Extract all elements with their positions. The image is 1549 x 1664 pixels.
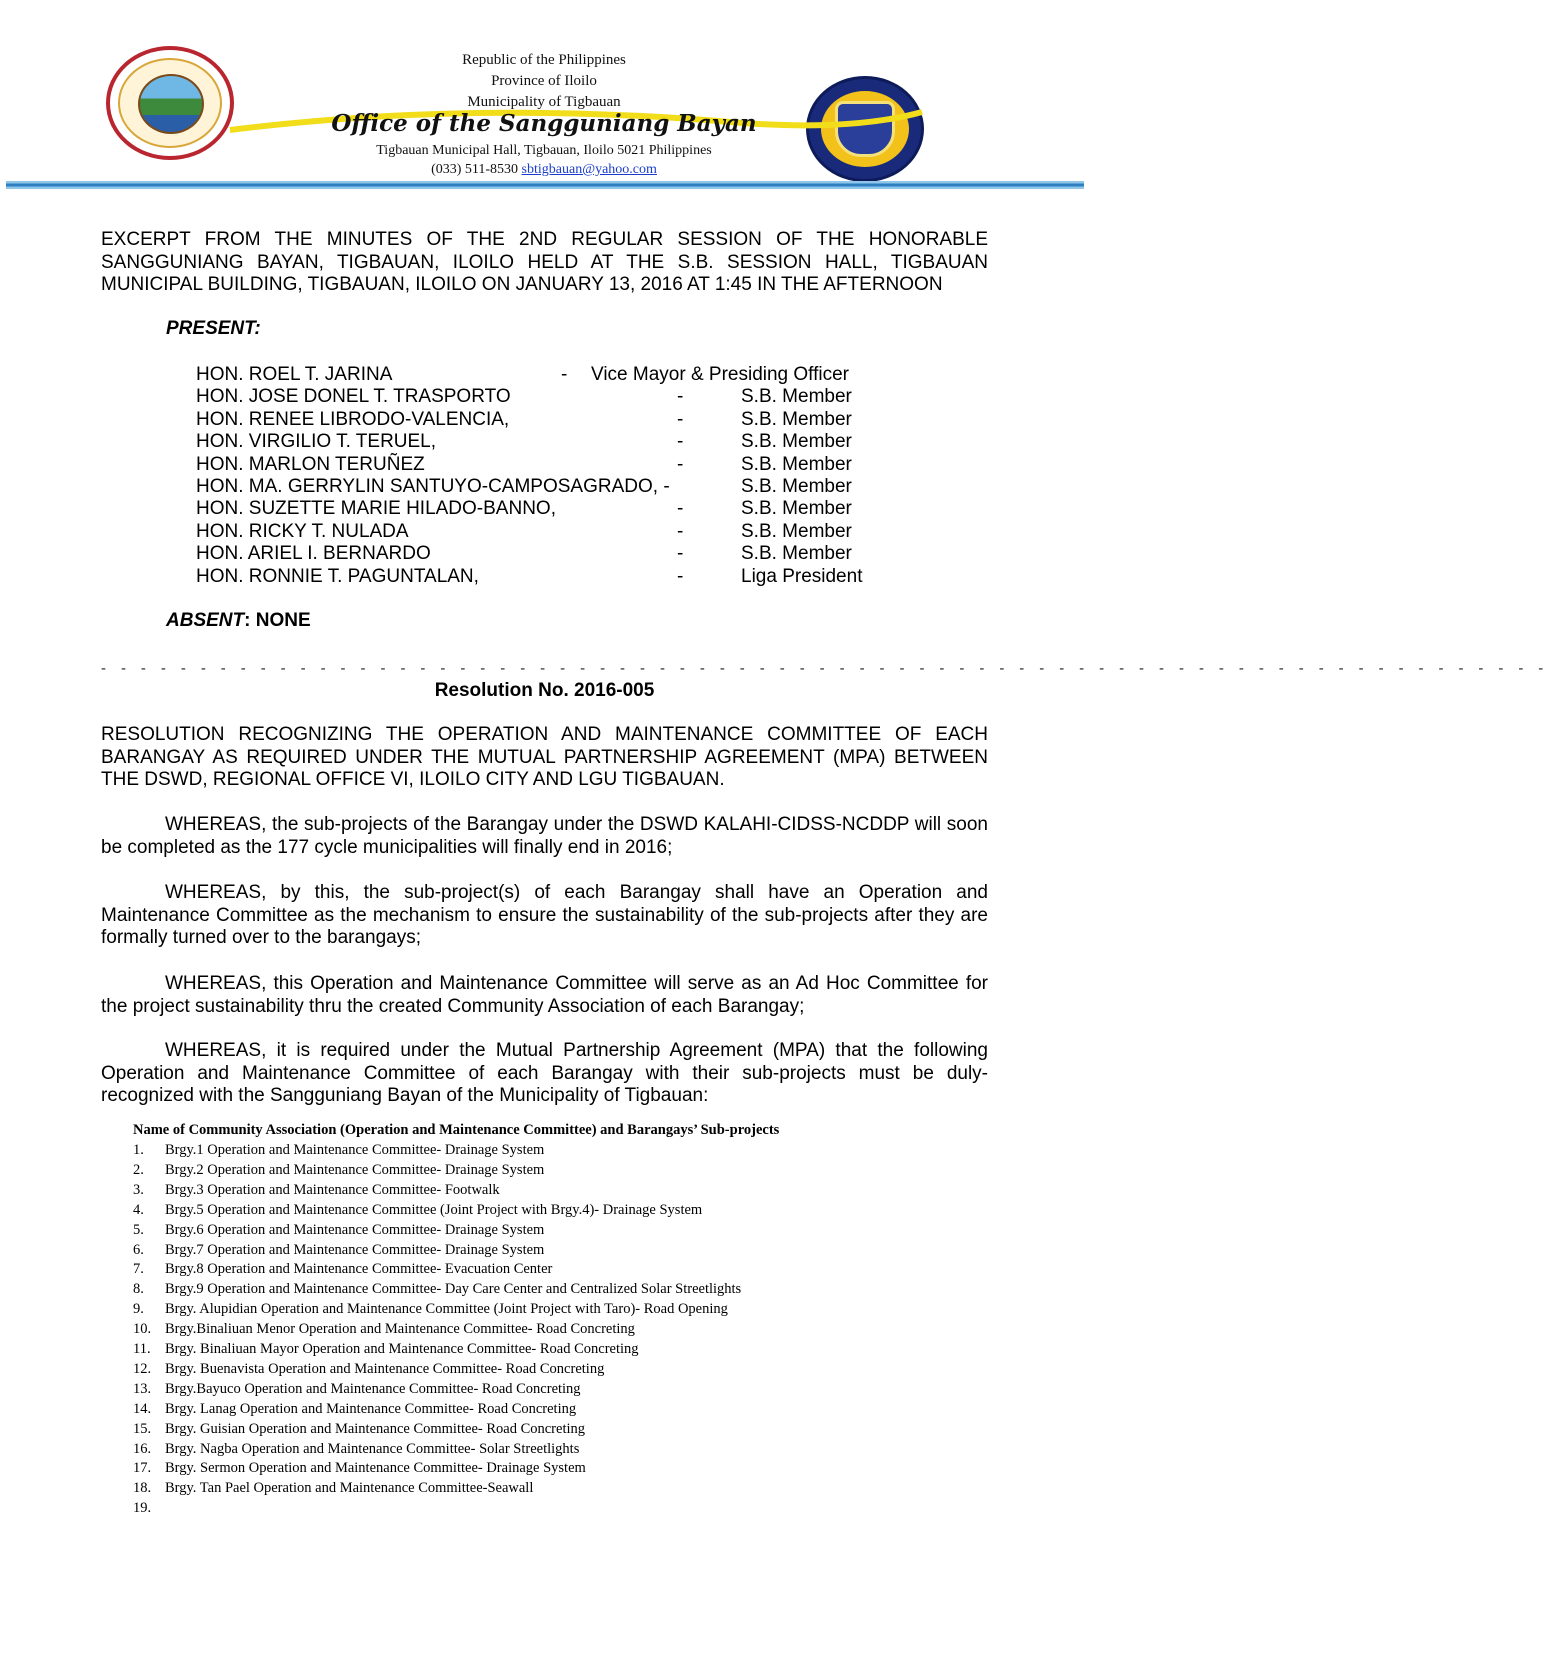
list-item-text: Brgy. Nagba Operation and Maintenance Committee- Solar Streetlights	[165, 1440, 580, 1457]
list-item-text: Brgy.8 Operation and Maintenance Committee- Evacuation Center	[165, 1261, 553, 1278]
header-address: Tigbauan Municipal Hall, Tigbauan, Iloilo 5021 Philippines	[376, 143, 712, 158]
list-item-number: 14.	[133, 1400, 152, 1417]
list-item	[133, 1459, 586, 1478]
list-item	[133, 1440, 579, 1459]
list-item-number: 3.	[133, 1181, 144, 1198]
list-item-number: 2.	[133, 1161, 144, 1178]
member-row	[196, 409, 896, 431]
header-province: Province of Iloilo	[491, 73, 597, 89]
list-item	[133, 1340, 639, 1359]
list-item	[133, 1181, 500, 1200]
list-item	[133, 1260, 552, 1279]
list-item-number: 10.	[133, 1321, 152, 1338]
member-name: HON. RONNIE T. PAGUNTALAN,	[196, 565, 479, 587]
member-row	[196, 521, 896, 543]
list-item-number: 7.	[133, 1261, 144, 1278]
member-separator: -	[677, 543, 684, 565]
list-item	[133, 1300, 728, 1319]
section-separator: - - - - - - - - - - - - - - - - - - - - - - - - - - - - - - - - - - - - - - - - - - - - - - - - - - - - - - - - - - - - - - - - - - - - - - - - -	[101, 660, 1549, 677]
list-item-number: 5.	[133, 1221, 144, 1238]
member-role: S.B. Member	[741, 386, 852, 408]
member-row	[196, 476, 896, 498]
list-item-number: 1.	[133, 1142, 144, 1158]
list-item	[133, 1320, 635, 1339]
member-role: S.B. Member	[741, 520, 852, 542]
member-row	[196, 566, 896, 588]
list-item-number: 16.	[133, 1440, 152, 1457]
header-phone: (033) 511-8530	[431, 162, 519, 177]
member-separator: -	[677, 431, 684, 453]
office-title: Office of the Sangguniang Bayan	[331, 110, 757, 137]
list-item	[133, 1420, 585, 1439]
list-item-text: Brgy. Guisian Operation and Maintenance Committee- Road Concreting	[165, 1420, 585, 1437]
list-item-number: 17.	[133, 1460, 152, 1477]
list-item-text: Brgy. Sermon Operation and Maintenance Committee- Drainage System	[165, 1460, 586, 1477]
member-role: Liga President	[741, 565, 863, 587]
member-separator: -	[677, 408, 684, 430]
absent-line	[166, 610, 311, 633]
member-row	[196, 364, 896, 386]
list-item	[133, 1479, 533, 1498]
header-municipality: Municipality of Tigbauan	[467, 94, 621, 110]
committee-list-title: Name of Community Association (Operation and Maintenance Committee) and Barangays’ Sub-projects	[133, 1122, 780, 1138]
list-item	[133, 1201, 702, 1220]
list-item	[133, 1499, 165, 1518]
resolution-number: Resolution No. 2016-005	[434, 680, 655, 701]
header-email-link[interactable]: sbtigbauan@yahoo.com	[521, 162, 657, 177]
list-item-text: Brgy. Buenavista Operation and Maintenance Committee- Road Concreting	[165, 1360, 605, 1377]
member-row	[196, 431, 896, 453]
member-separator: -	[677, 453, 684, 475]
minutes-excerpt: EXCERPT FROM THE MINUTES OF THE 2ND REGULAR SESSION OF THE HONORABLE SANGGUNIANG BAYAN, TIGBAUAN, ILOILO HELD AT THE S.B. SESSION HALL, TIGBAUAN MUNICIPAL BUILDING, TIGBAUAN, ILOILO ON JANUARY 13, 2016 AT 1:45 IN THE AFTERNOON	[101, 229, 988, 295]
member-name: HON. ARIEL I. BERNARDO	[196, 543, 431, 565]
whereas-paragraph: WHEREAS, it is required under the Mutual Partnership Agreement (MPA) that the following Operation and Maintenance Committee of each Barangay with their sub-projects must be duly-recognized with the Sangguniang Bayan of the Municipality of Tigbauan:	[101, 1040, 988, 1106]
list-item-number: 18.	[133, 1480, 152, 1497]
member-name: HON. MARLON TERUÑEZ	[196, 453, 425, 475]
list-item-text: Brgy.Bayuco Operation and Maintenance Committee- Road Concreting	[165, 1380, 581, 1397]
member-row	[196, 543, 896, 565]
list-item-number: 6.	[133, 1241, 144, 1258]
list-item-text: Brgy.5 Operation and Maintenance Committee (Joint Project with Brgy.4)- Drainage System	[165, 1201, 703, 1218]
list-item-number: 12.	[133, 1360, 152, 1377]
member-role: Vice Mayor & Presiding Officer	[591, 364, 850, 385]
absent-label: ABSENT	[166, 610, 245, 631]
present-label: PRESENT:	[166, 318, 261, 339]
list-item-text: Brgy.1 Operation and Maintenance Committee- Drainage System	[165, 1142, 545, 1158]
list-item-number: 11.	[133, 1341, 151, 1357]
member-name: HON. VIRGILIO T. TERUEL,	[196, 431, 437, 453]
header-republic: Republic of the Philippines	[462, 52, 626, 68]
member-role: S.B. Member	[741, 431, 852, 453]
list-item-text: Brgy. Binaliuan Mayor Operation and Maintenance Committee- Road Concreting	[165, 1341, 639, 1357]
member-name: HON. MA. GERRYLIN SANTUYO-CAMPOSAGRADO, -	[196, 476, 670, 497]
list-item-text: Brgy.3 Operation and Maintenance Committee- Footwalk	[165, 1181, 500, 1198]
list-item-number: 9.	[133, 1301, 144, 1318]
member-separator: -	[677, 386, 684, 408]
whereas-paragraph: WHEREAS, by this, the sub-project(s) of each Barangay shall have an Operation and Maintenance Committee as the mechanism to ensure the sustainability of the sub-projects after they are formally turned over to the barangays;	[101, 882, 988, 948]
list-item-number: 19.	[133, 1500, 152, 1517]
list-item	[133, 1380, 581, 1399]
member-name: HON. RENEE LIBRODO-VALENCIA,	[196, 408, 510, 430]
member-row	[196, 454, 896, 476]
list-item-text: Brgy. Alupidian Operation and Maintenance Committee (Joint Project with Taro)- Road Opening	[165, 1301, 728, 1318]
absent-value: : NONE	[244, 610, 311, 631]
list-item	[133, 1360, 604, 1379]
list-item	[133, 1280, 741, 1299]
member-role: S.B. Member	[741, 476, 852, 497]
list-item-number: 8.	[133, 1281, 144, 1298]
whereas-paragraph: WHEREAS, the sub-projects of the Barangay under the DSWD KALAHI-CIDSS-NCDDP will soon be completed as the 177 cycle municipalities will finally end in 2016;	[101, 814, 988, 858]
member-name: HON. RICKY T. NULADA	[196, 520, 409, 542]
list-item-text: Brgy.6 Operation and Maintenance Committee- Drainage System	[165, 1221, 545, 1238]
member-role: S.B. Member	[741, 408, 852, 430]
member-separator: -	[677, 498, 684, 520]
list-item	[133, 1161, 544, 1180]
resolution-title: RESOLUTION RECOGNIZING THE OPERATION AND MAINTENANCE COMMITTEE OF EACH BARANGAY AS REQUIRED UNDER THE MUTUAL PARTNERSHIP AGREEMENT (MPA) BETWEEN THE DSWD, REGIONAL OFFICE VI, ILOILO CITY AND LGU TIGBAUAN.	[101, 724, 988, 790]
member-row	[196, 386, 896, 408]
member-role: S.B. Member	[741, 498, 852, 520]
list-item-text: Brgy. Lanag Operation and Maintenance Committee- Road Concreting	[165, 1400, 577, 1417]
list-item-text: Brgy.7 Operation and Maintenance Committee- Drainage System	[165, 1241, 545, 1258]
list-item	[133, 1141, 544, 1160]
member-role: S.B. Member	[741, 543, 852, 565]
list-item	[133, 1241, 544, 1260]
member-name: HON. JOSE DONEL T. TRASPORTO	[196, 386, 511, 408]
member-name: HON. ROEL T. JARINA	[196, 364, 393, 385]
member-separator: -	[677, 520, 684, 542]
member-separator: -	[561, 364, 568, 385]
member-name: HON. SUZETTE MARIE HILADO-BANNO,	[196, 498, 556, 520]
list-item-number: 15.	[133, 1420, 152, 1437]
list-item-text: Brgy.9 Operation and Maintenance Committee- Day Care Center and Centralized Solar Streetlights	[165, 1281, 742, 1298]
member-role: S.B. Member	[741, 453, 852, 475]
list-item-number: 13.	[133, 1380, 152, 1397]
list-item-text: Brgy.Binaliuan Menor Operation and Maintenance Committee- Road Concreting	[165, 1321, 635, 1338]
list-item-text: Brgy.2 Operation and Maintenance Committee- Drainage System	[165, 1161, 545, 1178]
list-item	[133, 1400, 576, 1419]
member-separator: -	[677, 565, 684, 587]
list-item-text: Brgy. Tan Pael Operation and Maintenance Committee-Seawall	[165, 1480, 534, 1497]
list-item	[133, 1221, 544, 1240]
header-divider	[6, 181, 1084, 189]
member-row	[196, 498, 896, 520]
list-item-number: 4.	[133, 1201, 144, 1218]
whereas-paragraph: WHEREAS, this Operation and Maintenance Committee will serve as an Ad Hoc Committee for the project sustainability thru the created Community Association of each Barangay;	[101, 973, 988, 1017]
header-contact	[300, 160, 788, 180]
